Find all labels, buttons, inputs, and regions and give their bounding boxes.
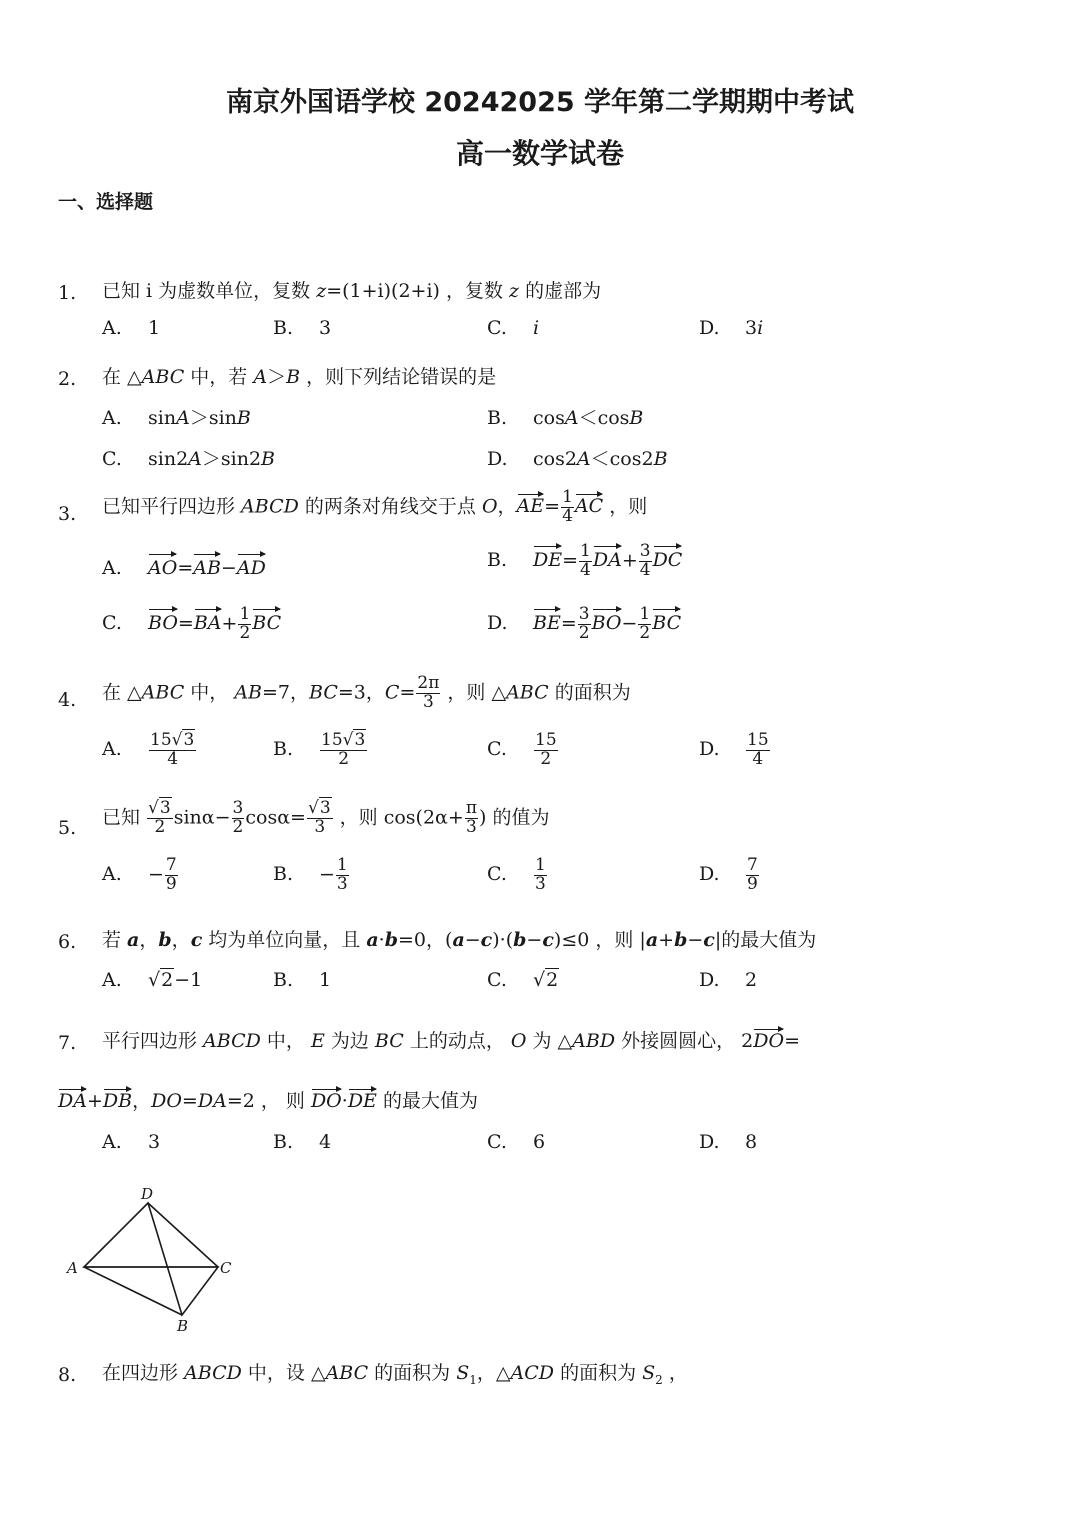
question-2-number: 2. <box>58 368 77 390</box>
question-6-option-d: D. 2 <box>699 969 758 991</box>
question-5-option-b: B. − $\frac{1}{3}$ <box>273 855 348 894</box>
exam-title: 南京外国语学校 20242025 学年第二学期期中考试 <box>225 87 855 118</box>
question-4-option-b: B. $\frac{15√3}{2}$ <box>273 730 366 769</box>
question-1-number: 1. <box>58 282 77 304</box>
question-2-option-c: C. sin2A＞sin2B <box>102 448 276 470</box>
question-1-stem: 已知 i 为虚数单位，复数 z=(1+i)(2+i) ，复数 z 的虚部为 <box>102 280 602 302</box>
question-7-stem-line-1: 平行四边形 ABCD 中， E 为边 BC 上的动点， O 为 △ABD 外接圆圆心， 2DO= <box>102 1030 800 1052</box>
section-heading: 一、选择题 <box>58 191 154 213</box>
question-4-option-d: D. $\frac{15}{4}$ <box>699 730 769 769</box>
question-7-option-a: A. 3 <box>102 1131 161 1153</box>
question-6-option-a: A. √2−1 <box>102 969 203 991</box>
question-8-number: 8. <box>58 1364 77 1386</box>
question-2-option-b: B. cosA＜cosB <box>487 407 644 429</box>
question-3-option-b: B. DE= $\frac{1}{4}$ DA+ $\frac{3}{4}$ DC <box>487 541 683 580</box>
question-1-option-b: B. 3 <box>273 317 332 339</box>
question-6-stem: 若 a，b，c 均为单位向量，且 a·b=0，(a−c)·(b−c)≤0 ，则 |a+b−c|的最大值为 <box>102 929 817 951</box>
figure-label-b: B <box>177 1317 189 1333</box>
question-3-option-a: A. AO=AB−AD <box>102 557 266 579</box>
question-6-option-b: B. 1 <box>273 969 332 991</box>
question-2-stem: 在 △ABC 中，若 A＞B ，则下列结论错误的是 <box>102 366 497 388</box>
exam-subtitle: 高一数学试卷 <box>455 137 624 170</box>
question-8-stem: 在四边形 ABCD 中，设 △ABC 的面积为 $S_1$，△ACD 的面积为 $S_2$ ， <box>102 1362 688 1387</box>
question-3-number: 3. <box>58 503 77 525</box>
question-1-option-a: A. 1 <box>102 317 161 339</box>
question-5-option-d: D. $\frac{7}{9}$ <box>699 855 758 894</box>
question-5-option-a: A. − $\frac{7}{9}$ <box>102 855 177 894</box>
question-7-option-b: B. 4 <box>273 1131 332 1153</box>
question-3-stem: 已知平行四边形 ABCD 的两条对角线交于点 O，AE= $\frac{1}{4}$ AC ，则 <box>102 487 648 526</box>
parallelogram-figure <box>60 1183 250 1333</box>
figure-label-c: C <box>220 1259 232 1277</box>
question-3-option-c: C. BO=BA+ $\frac{1}{2}$ BC <box>102 604 282 643</box>
question-4-stem: 在 △ABC 中， AB=7，BC=3，C= $\frac{2\pi}{3}$ ，则 △ABC 的面积为 <box>102 673 631 712</box>
question-7-number: 7. <box>58 1032 77 1054</box>
question-1-option-d: D. 3i <box>699 317 764 339</box>
question-7-stem-line-2: DA+DB，DO=DA=2 ， 则 DO·DE 的最大值为 <box>58 1090 478 1112</box>
question-5-option-c: C. $\frac{1}{3}$ <box>487 855 546 894</box>
figure-label-d: D <box>141 1185 154 1203</box>
question-5-stem: 已知 $\frac{√3}{2}$ sinα− $\frac{3}{2}$ cosα= $\frac{√3}{3}$ ，则 cos(2α+ $\frac{\pi}{3}$ ) 的值为 <box>102 798 550 837</box>
question-6-option-c: C. √2 <box>487 969 559 991</box>
figure-lines <box>84 1203 218 1315</box>
question-6-number: 6. <box>58 931 77 953</box>
question-2-option-a: A. sinA＞sinB <box>102 407 251 429</box>
question-7-option-c: C. 6 <box>487 1131 546 1153</box>
question-4-number: 4. <box>58 689 77 711</box>
question-4-option-a: A. $\frac{15√3}{4}$ <box>102 730 195 769</box>
figure-label-a: A <box>67 1259 78 1277</box>
question-7-option-d: D. 8 <box>699 1131 758 1153</box>
question-2-option-d: D. cos2A＜cos2B <box>487 448 668 470</box>
question-4-option-c: C. $\frac{15}{2}$ <box>487 730 557 769</box>
question-1-option-c: C. i <box>487 317 540 339</box>
question-5-number: 5. <box>58 817 77 839</box>
figure-edge-ab <box>84 1267 182 1315</box>
question-3-option-d: D. BE= $\frac{3}{2}$ BO− $\frac{1}{2}$ BC <box>487 604 682 643</box>
